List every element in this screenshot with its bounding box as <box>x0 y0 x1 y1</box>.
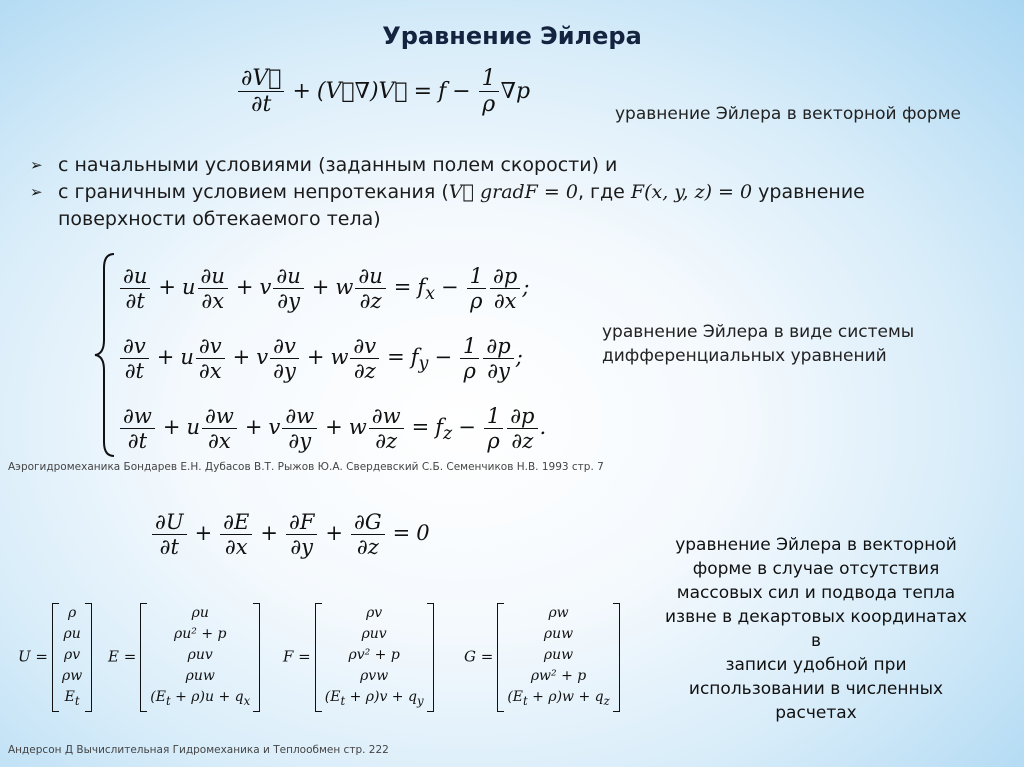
reference-bondarev: Аэрогидромеханика Бондарев Е.Н. Дубасов В.Т. Рыжов Ю.А. Свердевский С.Б. Семенчиков Н.В. 1993 стр. 7 <box>8 461 604 473</box>
reference-anderson: Андерсон Д Вычислительная Гидромеханика и Теплообмен стр. 222 <box>8 744 389 756</box>
bullet-initial-conditions: ➢ с начальными условиями (заданным полем скорости) и <box>30 152 980 179</box>
arrow-bullet-icon: ➢ <box>30 183 43 201</box>
bullet-list <box>30 152 980 233</box>
slide-title: Уравнение Эйлера <box>382 22 642 50</box>
arrow-bullet-icon: ➢ <box>30 156 43 174</box>
system-note: уравнение Эйлера в виде системы дифференциальных уравнений <box>602 322 915 366</box>
euler-system-equations <box>118 252 546 462</box>
equation-w: $\frac{\partial w}{\partial t}$ + u $\frac{\partial w}{\partial x}$ + v $\frac{\partial w}{\partial y}$ + w $\frac{\partial w}{\partial z}$ = $f_z$ − $\frac{1}{\rho}$ $\frac{\partial p}{\partial z}$ . <box>118 392 546 462</box>
vector-F: F = ρv ρuv ρv² + p ρvw $(E_t + \rho)v + q_y$ <box>283 603 434 712</box>
vector-form-note: уравнение Эйлера в векторной форме <box>615 104 961 124</box>
euler-conservative-equation: $\frac{\partial U}{\partial t}$ + $\frac{\partial E}{\partial x}$ + $\frac{\partial F}{\partial y}$ + $\frac{\partial G}{\partial z}$ = 0 <box>150 510 430 559</box>
euler-vector-equation: $\frac{\partial V⃗}{\partial t}$ + (V⃗∇)V⃗ = f − $\frac{1}{\rho}$ ∇p <box>236 66 530 118</box>
vector-E: E = ρu ρu² + p ρuv ρuw $(E_t + \rho)u + q_x$ <box>108 603 260 712</box>
vector-U: U = ρ ρu ρv ρw $E_t$ <box>18 603 92 712</box>
conservative-form-note: уравнение Эйлера в векторной форме в случае отсутствия массовых сил и подвода тепла извне в декартовых координатах в записи удобной при использовании в численных расчетах <box>665 535 967 723</box>
equation-v: $\frac{\partial v}{\partial t}$ + u $\frac{\partial v}{\partial x}$ + v $\frac{\partial v}{\partial y}$ + w $\frac{\partial v}{\partial z}$ = $f_y$ − $\frac{1}{\rho}$ $\frac{\partial p}{\partial y}$ ; <box>118 322 546 392</box>
equation-u: $\frac{\partial u}{\partial t}$ + u $\frac{\partial u}{\partial x}$ + v $\frac{\partial u}{\partial y}$ + w $\frac{\partial u}{\partial z}$ = $f_x$ − $\frac{1}{\rho}$ $\frac{\partial p}{\partial x}$ ; <box>118 252 546 322</box>
euler-system-brace <box>92 252 118 462</box>
bullet-boundary-condition: ➢ с граничным условием непротекания (V⃗ gradF = 0, где F(x, y, z) = 0 уравнение поверхности обтекаемого тела) <box>30 181 865 230</box>
vector-G: G = ρw ρuw ρuw ρw² + p $(E_t + \rho)w + q_z$ <box>464 603 620 712</box>
